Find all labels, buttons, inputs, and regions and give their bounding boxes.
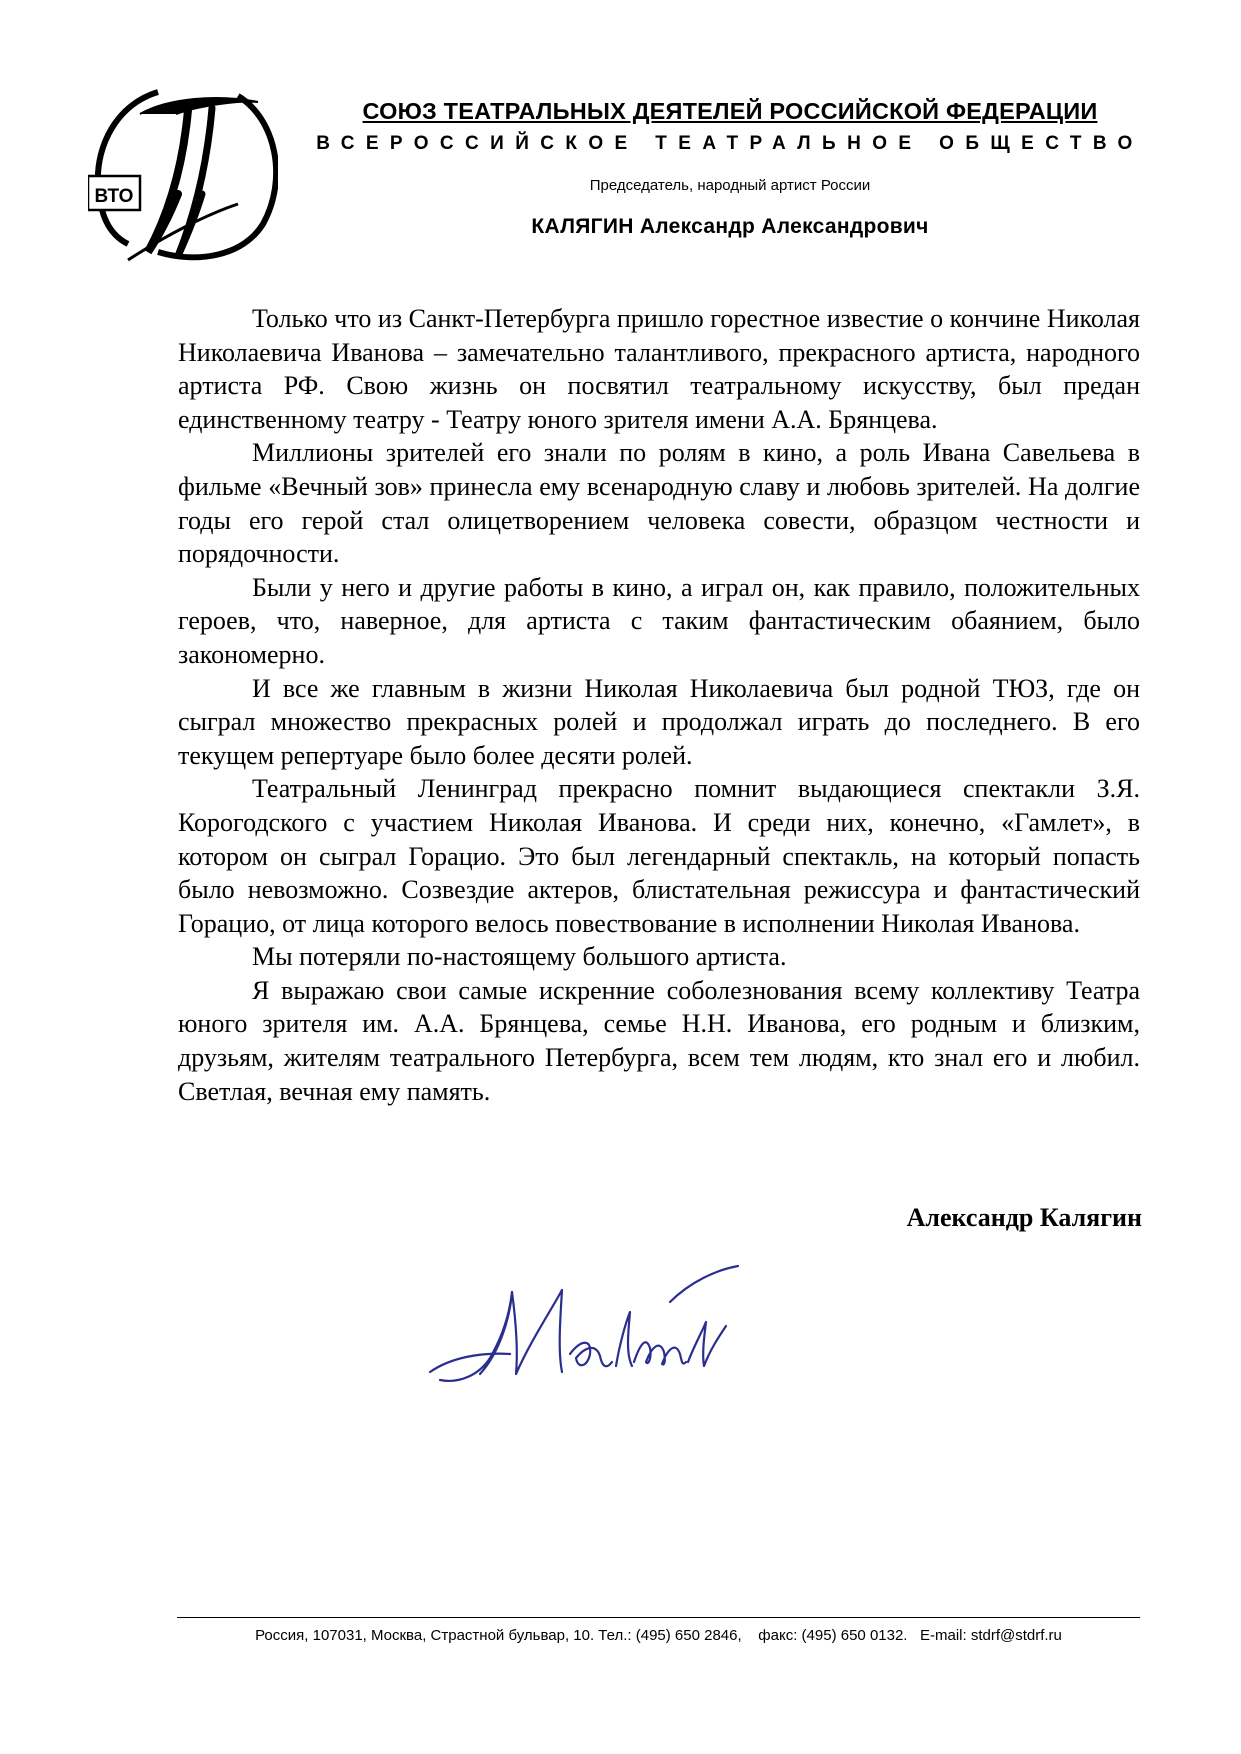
paragraph-5: Театральный Ленинград прекрасно помнит выдающиеся спектакли З.Я. Корогодского с участием Николая Иванова. И среди них, конечно, «Гамлет», в котором он сыграл Горацио. Это был легендарный спектакль, на который попасть было невозможно. Созвездие актеров, блистательная режиссура и фантастический Горацио, от лица которого велось повествование в исполнении Николая Иванова.: [178, 774, 1140, 938]
letter-body: [178, 302, 1140, 1108]
organization-title: СОЮЗ ТЕАТРАЛЬНЫХ ДЕЯТЕЛЕЙ РОССИЙСКОЙ ФЕДЕРАЦИИ: [362, 98, 1098, 124]
vto-logo: [88, 84, 278, 264]
organization-subtitle: ВСЕРОССИЙСКОЕ ТЕАТРАЛЬНОЕ ОБЩЕСТВО: [316, 133, 1144, 154]
vto-logo-text: ВТО: [94, 186, 134, 207]
chairman-name: КАЛЯГИН Александр Александрович: [531, 215, 929, 238]
paragraph-2: Миллионы зрителей его знали по ролям в кино, а роль Ивана Савельева в фильме «Вечный зов» принесла ему всенародную славу и любовь зрителей. На долгие годы его герой стал олицетворением человека совести, образцом честности и порядочности.: [178, 438, 1140, 569]
footer-divider: [177, 1617, 1140, 1618]
paragraph-1: Только что из Санкт-Петербурга пришло горестное известие о кончине Николая Николаевича Иванова – замечательно талантливого, прекрасного артиста, народного артиста РФ. Свою жизнь он посвятил театральному искусству, был предан единственному театру - Театру юного зрителя имени А.А. Брянцева.: [178, 304, 1140, 434]
paragraph-7: Я выражаю свои самые искренние соболезнования всему коллективу Театра юного зрителя им. А.А. Брянцева, семье Н.Н. Иванова, его родным и близким, друзьям, жителям театрального Петербурга, всем тем людям, кто знал его и любил. Светлая, вечная ему память.: [178, 975, 1140, 1106]
handwritten-signature: [420, 1262, 760, 1392]
paragraph-3: Были у него и другие работы в кино, а играл он, как правило, положительных героев, что, наверное, для артиста с таким фантастическим обаянием, было закономерно.: [178, 572, 1140, 669]
paragraph-4: И все же главным в жизни Николая Николаевича был родной ТЮЗ, где он сыграл множество прекрасных ролей и продолжал играть до последнего. В его текущем репертуаре было более десяти ролей.: [178, 673, 1140, 770]
paragraph-6: Мы потеряли по-настоящему большого артиста.: [252, 942, 787, 972]
signature-name: Александр Калягин: [906, 1203, 1142, 1232]
chairman-title: Председатель, народный артист России: [589, 177, 871, 194]
footer-contacts: Россия, 107031, Москва, Страстной бульвар, 10. Тел.: (495) 650 2846, факс: (495) 650 0132. E-mail: stdrf@stdrf.ru: [255, 1627, 1062, 1644]
